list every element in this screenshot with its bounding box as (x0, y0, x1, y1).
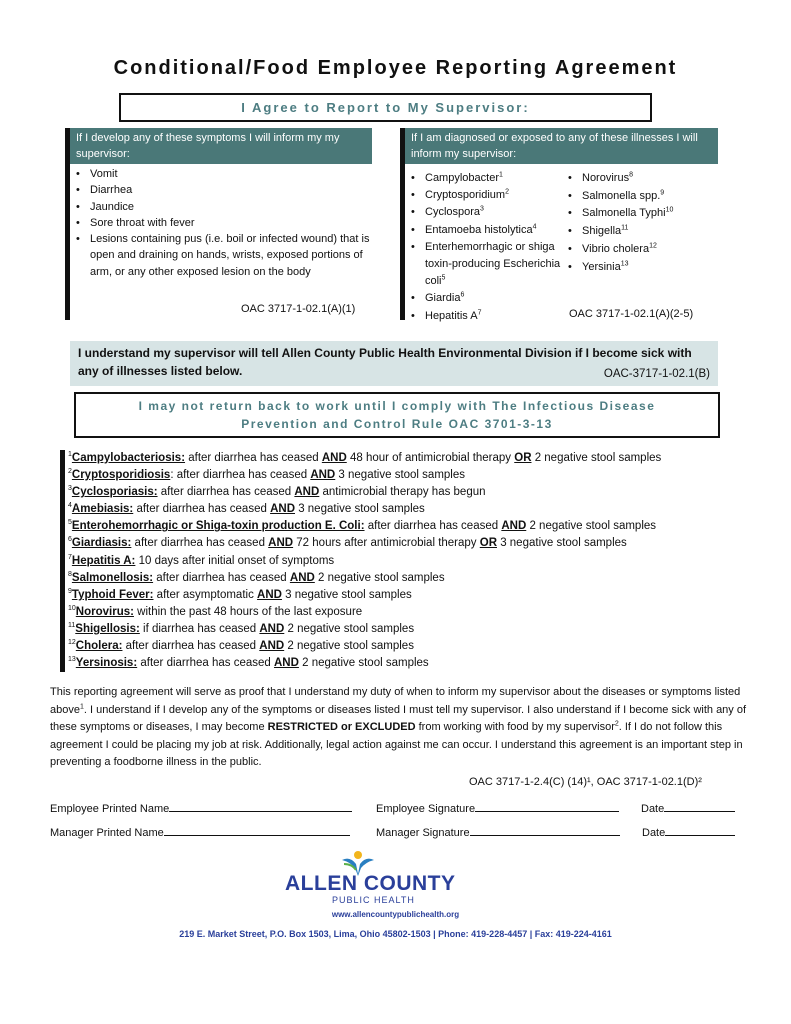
disease-criteria-row: $^2$Cryptosporidiosis: after diarrhea has ceased AND 3 negative stool samples (68, 468, 466, 482)
diseases-accent-bar (60, 450, 65, 672)
illness-item: • Enterhemorrhagic or shiga toxin-producing Escherichia coli$^5$ (409, 239, 561, 291)
illness-item: • Cryptosporidium$^2$ (409, 187, 561, 204)
illness-item: • Norovirus$^8$ (566, 170, 716, 188)
date1-label: Date (641, 803, 665, 815)
illnesses-header: If I am diagnosed or exposed to any of these illnesses I will inform my supervisor: (405, 128, 718, 164)
symptom-item: • Sore throat with fever (74, 215, 370, 231)
return-to-work-box (74, 392, 720, 438)
employee-sig-field[interactable] (475, 801, 619, 812)
disease-criteria-row: $^1$Campylobacteriosis: after diarrhea has ceased AND 48 hour of antimicrobial therapy OR 2 negative stool samples (68, 451, 662, 464)
employee-signature-row (50, 801, 352, 815)
return-line-2: Prevention and Control Rule OAC 3701-3-13 (241, 417, 553, 431)
illness-item: • Salmonella Typhi$^{10}$ (566, 205, 716, 223)
manager-name-field[interactable] (164, 825, 350, 836)
paragraph-part-2: . I understand if I develop any of the symptoms or diseases listed I must tell my supervisor. I also understand if I become sick with any of these symptoms or diseases, I may become (50, 703, 747, 733)
illness-item: • Salmonella spp.$^9$ (566, 188, 716, 206)
paragraph-reference: OAC 3717-1-2.4(C) (14)¹, OAC 3717-1-02.1(D)² (469, 776, 702, 788)
agree-heading-box: I Agree to Report to My Supervisor: (119, 93, 652, 122)
paragraph-sup-1: 1 (79, 702, 84, 710)
illnesses-code: OAC 3717-1-02.1(A)(2-5) (569, 308, 694, 320)
employee-name-label: Employee Printed Name (50, 803, 170, 815)
employee-name-field[interactable] (169, 801, 352, 812)
disease-criteria-row: $^{11}$Shigellosis: if diarrhea has ceased AND 2 negative stool samples (68, 622, 415, 635)
manager-sig-label: Manager Signature (376, 827, 470, 839)
illness-item: • Campylobacter$^1$ (409, 170, 561, 187)
disease-criteria-row: $^6$Giardiasis: after diarrhea has ceased AND 72 hours after antimicrobial therapy OR 3 negative stool samples (68, 536, 627, 550)
illnesses-list-col1 (409, 170, 561, 325)
symptoms-code: OAC 3717-1-02.1(A)(1) (241, 303, 356, 315)
logo-subtitle: PUBLIC HEALTH (332, 895, 415, 905)
disease-criteria-row: $^{10}$Norovirus: within the past 48 hours of the last exposure (68, 605, 363, 618)
illnesses-list-col2 (566, 170, 716, 276)
manager-name-label: Manager Printed Name (50, 827, 164, 839)
notice-text: I understand my supervisor will tell Allen County Public Health Environmental Division if I become sick with any of illnesses listed below. (78, 346, 692, 378)
disease-criteria-row: $^{12}$Cholera: after diarrhea has ceased AND 2 negative stool samples (68, 639, 414, 653)
symptom-item: • Jaundice (74, 199, 370, 215)
employee-sig-group (376, 801, 619, 815)
disease-criteria-row: $^3$Cyclosporiasis: after diarrhea has ceased AND antimicrobial therapy has begun (68, 485, 486, 499)
symptoms-header: If I develop any of these symptoms I will inform my my supervisor: (70, 128, 372, 164)
disease-criteria-row: $^5$Enterohemorrhagic or Shiga-toxin production E. Coli: after diarrhea has ceased AND 2 negative stool samples (68, 519, 657, 533)
disease-return-criteria (68, 450, 661, 672)
disease-criteria-row: $^4$Amebiasis: after diarrhea has ceased AND 3 negative stool samples (68, 502, 425, 516)
paragraph-sup-2: 2 (614, 720, 619, 728)
paragraph-part-3: from working with food by my supervisor (415, 721, 615, 733)
illness-item: • Shigella$^{11}$ (566, 223, 716, 241)
page-title: Conditional/Food Employee Reporting Agreement (113, 57, 678, 79)
paragraph-part-1: This reporting agreement will serve as proof that I understand my duty of when to inform my supervisor about the diseases or symptoms listed above (50, 686, 741, 716)
footer-address: 219 E. Market Street, P.O. Box 1503, Lima, Ohio 45802-1503 | Phone: 419-228-4457 | Fax: 419-224-4161 (179, 929, 612, 939)
illness-item: • Cyclospora$^3$ (409, 204, 561, 221)
health-notice (70, 341, 718, 386)
disease-criteria-row: $^7$Hepatitis A: 10 days after initial onset of symptoms (68, 553, 335, 567)
paragraph-part-4: . If I do not follow this agreement I could be placing my job at risk. Additionally, legal action against me can occur. I understand this agreement is an important step in preventing a foodborne illness in the public. (50, 721, 743, 768)
illness-item: • Yersinia$^{13}$ (566, 259, 716, 277)
illness-item: • Giardia$^6$ (409, 290, 561, 307)
website-link[interactable]: www.allencountypublichealth.org (331, 910, 460, 919)
symptom-item: • Vomit (74, 166, 370, 182)
date1-group (641, 801, 735, 815)
disease-criteria-row: $^{13}$Yersinosis: after diarrhea has ceased AND 2 negative stool samples (68, 656, 429, 670)
paragraph-bold: RESTRICTED or EXCLUDED (267, 721, 416, 733)
logo-wordmark: ALLEN COUNTY (285, 872, 456, 895)
symptom-item: • Diarrhea (74, 182, 370, 198)
date1-field[interactable] (664, 801, 735, 812)
manager-sig-group (376, 825, 620, 839)
disease-criteria-row: $^9$Typhoid Fever: after asymptomatic AND 3 negative stool samples (68, 587, 412, 601)
manager-signature-row (50, 825, 350, 839)
agreement-paragraph (50, 684, 750, 772)
manager-sig-field[interactable] (470, 825, 620, 836)
date2-field[interactable] (665, 825, 735, 836)
illness-item: • Vibrio cholera$^{12}$ (566, 241, 716, 259)
date2-label: Date (642, 827, 666, 839)
employee-sig-label: Employee Signature (376, 803, 476, 815)
date2-group (642, 825, 735, 839)
illness-item: • Entamoeba histolytica$^4$ (409, 222, 561, 239)
disease-criteria-row: $^8$Salmonellosis: after diarrhea has ceased AND 2 negative stool samples (68, 570, 445, 584)
symptom-item: • Lesions containing pus (i.e. boil or infected wound) that is open and draining on hands, wrists, exposed portions of arm, or any other exposed lesion on the body (74, 231, 370, 280)
symptoms-list (74, 166, 370, 280)
notice-code: OAC-3717-1-02.1(B) (603, 368, 710, 380)
illness-item: • Hepatitis $A^7$ (409, 308, 561, 325)
return-line-1: I may not return back to work until I comply with The Infectious Disease (138, 399, 656, 413)
